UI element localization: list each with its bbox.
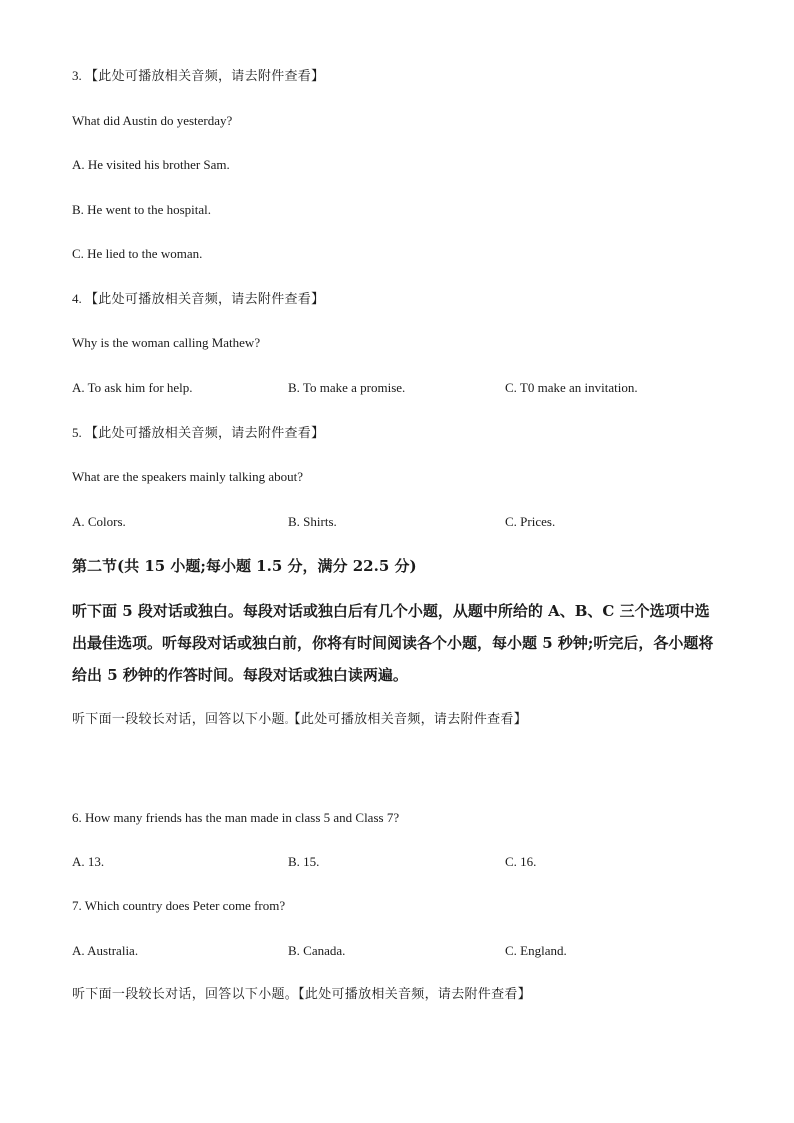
q6-option-c: C. 16. — [505, 854, 537, 869]
q5-audio-notice[interactable]: 【此处可播放相关音频，请去附件查看】 — [85, 426, 325, 441]
q3-question: What did Austin do yesterday? — [72, 113, 233, 128]
q4-number: 4. — [72, 291, 82, 306]
q5-option-a: A. Colors. — [72, 514, 126, 529]
q7-option-a: A. Australia. — [72, 943, 139, 958]
q7-option-b: B. Canada. — [288, 943, 346, 958]
q4-question: Why is the woman calling Mathew? — [72, 335, 261, 350]
dialogue-intro-1 — [72, 712, 527, 729]
q3-option-a: A. He visited his brother Sam. — [72, 157, 230, 172]
section2-heading: 第二节(共 15 小题;每小题 1.5 分，满分 22.5 分) — [72, 557, 417, 575]
q4-option-a: A. To ask him for help. — [72, 380, 193, 395]
q3-audio-notice[interactable]: 【此处可播放相关音频，请去附件查看】 — [85, 69, 325, 84]
dialogue-intro-1-separator: 。 — [284, 716, 295, 726]
q3-number: 3. — [72, 68, 82, 83]
q4-option-b: B. To make a promise. — [288, 380, 406, 395]
q3-option-c: C. He lied to the woman. — [72, 246, 203, 261]
q3-option-b: B. He went to the hospital. — [72, 202, 212, 217]
q4-audio-notice[interactable]: 【此处可播放相关音频，请去附件查看】 — [85, 292, 325, 307]
dialogue-intro-1-audio-notice[interactable]: 【此处可播放相关音频，请去附件查看】 — [294, 712, 528, 727]
q7-option-c: C. England. — [505, 943, 567, 958]
q6-option-b: B. 15. — [288, 854, 320, 869]
q6-question: 6. How many friends has the man made in class 5 and Class 7? — [72, 810, 400, 825]
dialogue-intro-1-text: 听下面一段较长对话，回答以下小题 — [72, 712, 285, 727]
q5-question: What are the speakers mainly talking about? — [72, 469, 304, 484]
q3-number-line — [72, 68, 324, 85]
q5-number: 5. — [72, 425, 82, 440]
q6-option-a: A. 13. — [72, 854, 105, 869]
section2-instructions: 听下面 5 段对话或独白。每段对话或独白后有几个小题，从题中所给的 A、B、C 三个选项中选出最佳选项。听每段对话或独白前，你将有时间阅读各个小题，每小题 5 秒钟;听完后，各小题将给出 5 秒钟的作答时间。每段对话或独白读两遍。 — [72, 602, 714, 684]
dialogue-intro-2: 听下面一段较长对话，回答以下小题。【此处可播放相关音频，请去附件查看】 — [72, 987, 532, 1002]
q5-option-b: B. Shirts. — [288, 514, 337, 529]
q5-option-c: C. Prices. — [505, 514, 556, 529]
q5-number-line — [72, 425, 324, 442]
q4-number-line — [72, 291, 324, 308]
q7-question: 7. Which country does Peter come from? — [72, 898, 286, 913]
q4-option-c: C. T0 make an invitation. — [505, 380, 638, 395]
